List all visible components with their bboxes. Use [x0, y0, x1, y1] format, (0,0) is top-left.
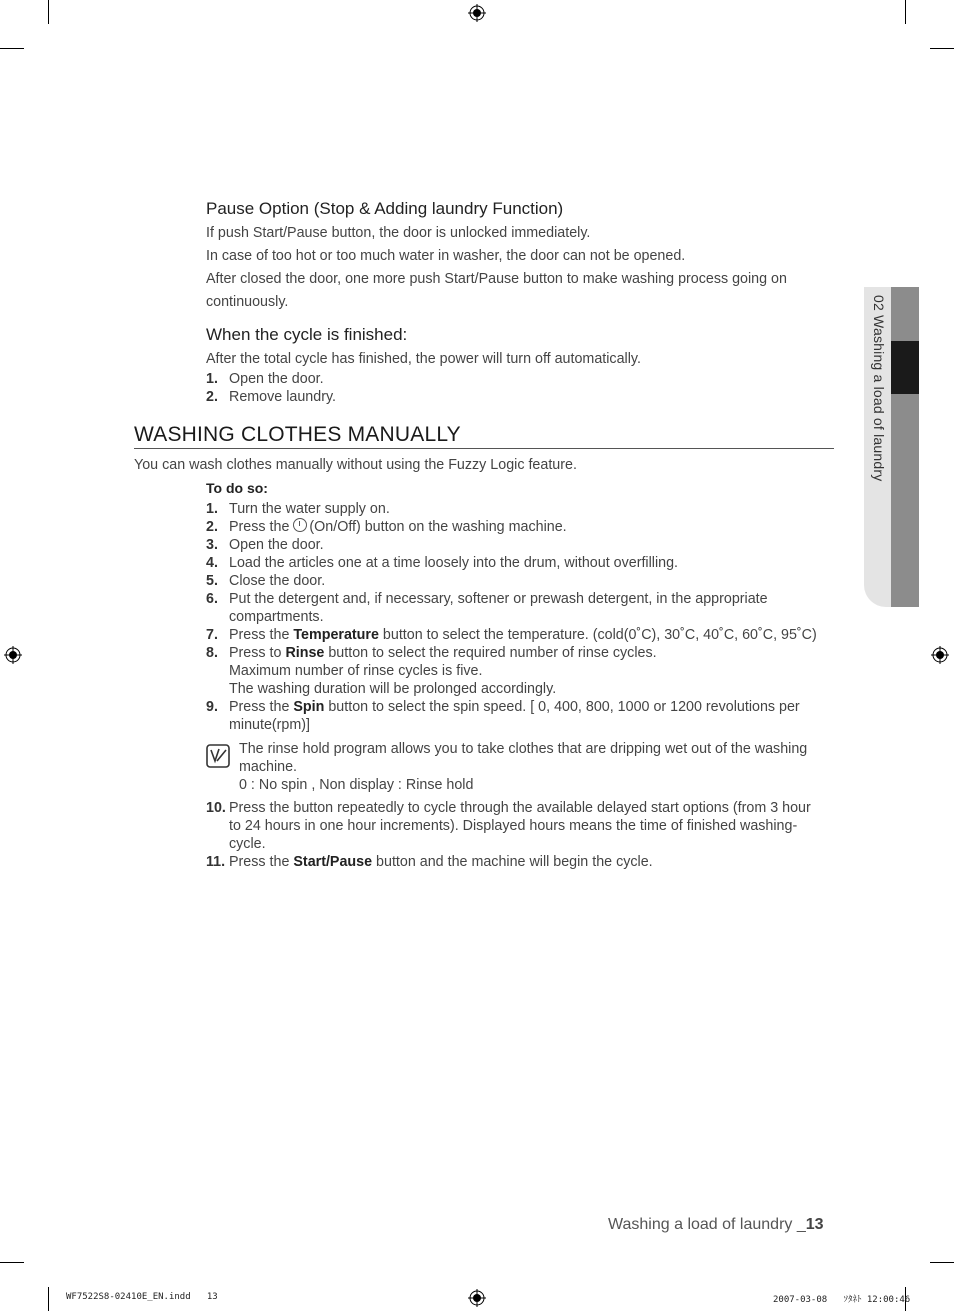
finished-intro: After the total cycle has finished, the power will turn off automatically.: [206, 351, 641, 367]
chapter-tab-marker: [891, 341, 919, 394]
page-number: 13: [805, 1216, 824, 1233]
crop-mark: [48, 0, 49, 24]
registration-mark-icon: [931, 646, 949, 664]
list-item: 8. Press to Rinse button to select the required number of rinse cycles. Maximum number of rinse cycles is five. The washing duration will be prolonged accordingly.: [206, 645, 657, 697]
crop-mark: [48, 1287, 49, 1311]
list-item: 1. Turn the water supply on.: [206, 501, 390, 517]
section-title: WASHING CLOTHES MANUALLY: [134, 423, 461, 446]
note-text: The rinse hold program allows you to take clothes that are dripping wet out of the washing machine. 0 : No spin , Non display : Rinse hold: [239, 741, 808, 793]
list-item: 6. Put the detergent and, if necessary, softener or prewash detergent, in the appropriate compartments.: [206, 591, 768, 625]
pause-line: If push Start/Pause button, the door is unlocked immediately.: [206, 225, 591, 241]
registration-mark-icon: [468, 4, 486, 22]
slug-stamp: 2007-03-08 ｿﾀﾈﾄ 12:00:46: [773, 1295, 911, 1305]
pause-text: [206, 222, 836, 314]
section-divider: [134, 448, 834, 449]
pause-line: In case of too hot or too much water in washer, the door can not be opened.: [206, 248, 686, 264]
registration-mark-icon: [4, 646, 22, 664]
pause-line: After closed the door, one more push Start/Pause button to make washing process going on: [206, 271, 787, 287]
list-item: 7. Press the Temperature button to select the temperature. (cold(0˚C), 30˚C, 40˚C, 60˚C, 95˚C): [206, 627, 817, 643]
crop-mark: [0, 1262, 24, 1263]
finished-heading: When the cycle is finished:: [206, 325, 408, 344]
list-item: 11. Press the Start/Pause button and the machine will begin the cycle.: [206, 854, 653, 870]
crop-mark: [0, 48, 24, 49]
list-item: 4. Load the articles one at a time loosely into the drum, without overfilling.: [206, 555, 679, 571]
to-do-label: To do so:: [206, 480, 268, 496]
note-icon: [206, 744, 230, 768]
manual-steps: [206, 500, 836, 734]
list-item: 2. Press the (On/Off) button on the washing machine.: [206, 519, 567, 535]
list-item: 9. Press the Spin button to select the spin speed. [ 0, 400, 800, 1000 or 1200 revolutions per minute(rpm)]: [206, 699, 800, 733]
manual-steps-continued: [206, 799, 836, 871]
list-item: 3. Open the door.: [206, 537, 324, 553]
list-item: 10. Press the button repeatedly to cycle through the available delayed start options (from 3 hour to 24 hours in one hour increments). Displayed hours means the time of finished washing- cycle.: [206, 800, 811, 852]
list-item: 2. Remove laundry.: [206, 389, 337, 405]
pause-heading: Pause Option (Stop & Adding laundry Function): [206, 199, 564, 218]
crop-mark: [930, 48, 954, 49]
manual-intro: You can wash clothes manually without using the Fuzzy Logic feature.: [134, 457, 577, 473]
pause-line: continuously.: [206, 294, 289, 310]
power-icon: [293, 518, 307, 532]
slug-file: WF7522S8-02410E_EN.indd 13: [66, 1292, 218, 1302]
chapter-tab-strip: [891, 287, 919, 607]
crop-mark: [905, 0, 906, 24]
page-footer: Washing a load of laundry _13: [608, 1216, 824, 1233]
crop-mark: [930, 1262, 954, 1263]
registration-mark-icon: [468, 1289, 486, 1307]
list-item: 5. Close the door.: [206, 573, 326, 589]
finished-steps: [206, 370, 826, 406]
chapter-tab-label: 02 Washing a load of laundry: [871, 295, 887, 482]
list-item: 1. Open the door.: [206, 371, 324, 387]
